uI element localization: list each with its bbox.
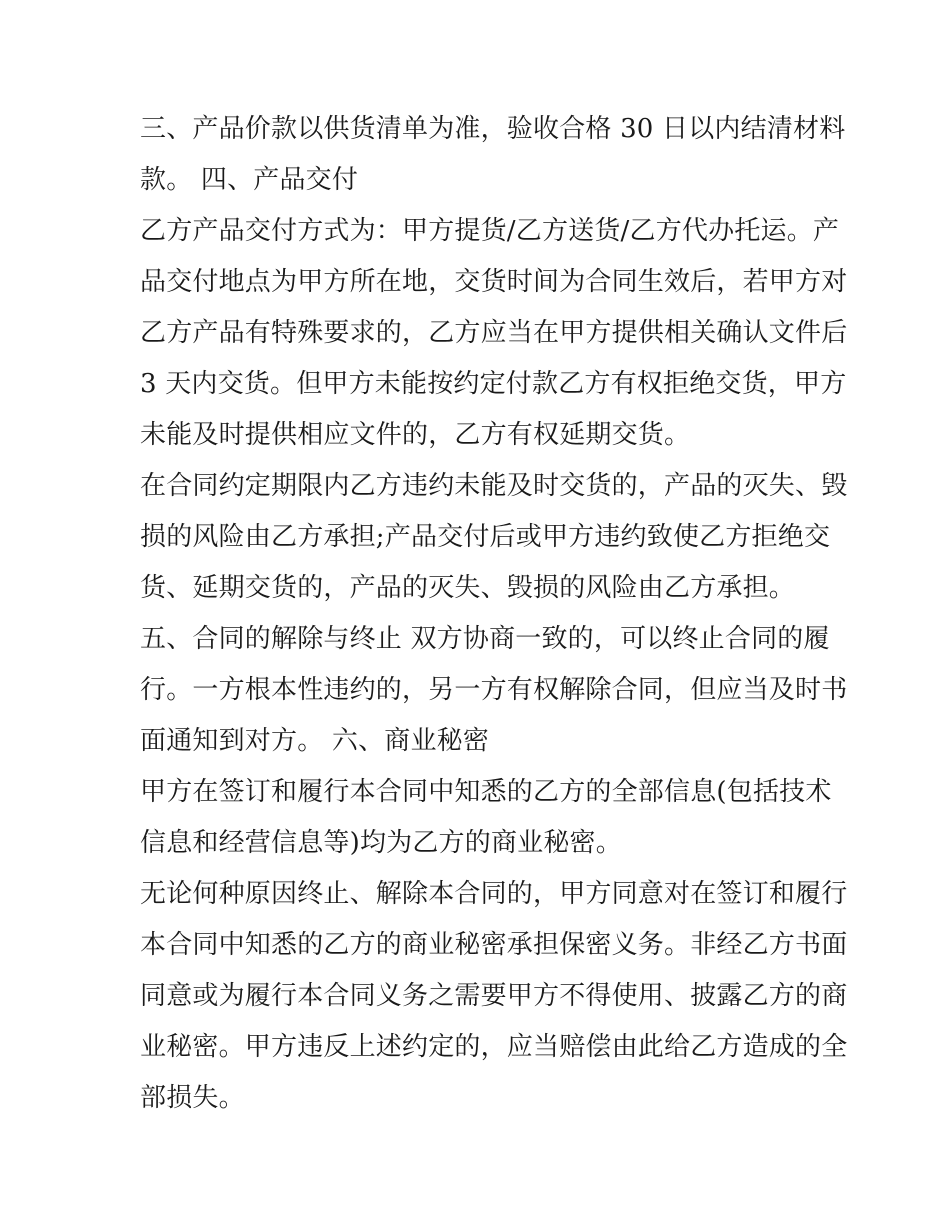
text-line: 乙方产品有特殊要求的，乙方应当在甲方提供相关确认文件后	[140, 318, 848, 348]
text-line: 甲方在签订和履行本合同中知悉的乙方的全部信息(包括技术	[140, 777, 832, 807]
text-line: 品交付地点为甲方所在地，交货时间为合同生效后，若甲方对	[140, 267, 848, 297]
text-line: 本合同中知悉的乙方的商业秘密承担保密义务。非经乙方书面	[140, 930, 848, 960]
text-line: 货、延期交货的，产品的灭失、毁损的风险由乙方承担。	[140, 573, 796, 603]
text-line: 部损失。	[140, 1083, 245, 1113]
text-line: 面通知到对方。 六、商业秘密	[140, 726, 490, 756]
text-line: 三、产品价款以供货清单为准，验收合格 30 日以内结清材料	[140, 114, 846, 144]
text-line: 损的风险由乙方承担;产品交付后或甲方违约致使乙方拒绝交	[140, 522, 831, 552]
text-line: 未能及时提供相应文件的，乙方有权延期交货。	[140, 420, 691, 450]
text-line: 在合同约定期限内乙方违约未能及时交货的，产品的灭失、毁	[140, 471, 848, 501]
text-line: 行。一方根本性违约的，另一方有权解除合同，但应当及时书	[140, 675, 848, 705]
text-line: 信息和经营信息等)均为乙方的商业秘密。	[140, 828, 622, 858]
text-line: 五、合同的解除与终止 双方协商一致的，可以终止合同的履	[140, 624, 830, 654]
text-line: 同意或为履行本合同义务之需要甲方不得使用、披露乙方的商	[140, 981, 848, 1011]
text-line: 款。 四、产品交付	[140, 165, 359, 195]
text-line: 3 天内交货。但甲方未能按约定付款乙方有权拒绝交货，甲方	[140, 369, 847, 399]
text-line: 无论何种原因终止、解除本合同的，甲方同意对在签订和履行	[140, 879, 848, 909]
text-line: 乙方产品交付方式为：甲方提货/乙方送货/乙方代办托运。产	[140, 216, 840, 246]
text-line: 业秘密。甲方违反上述约定的，应当赔偿由此给乙方造成的全	[140, 1032, 848, 1062]
